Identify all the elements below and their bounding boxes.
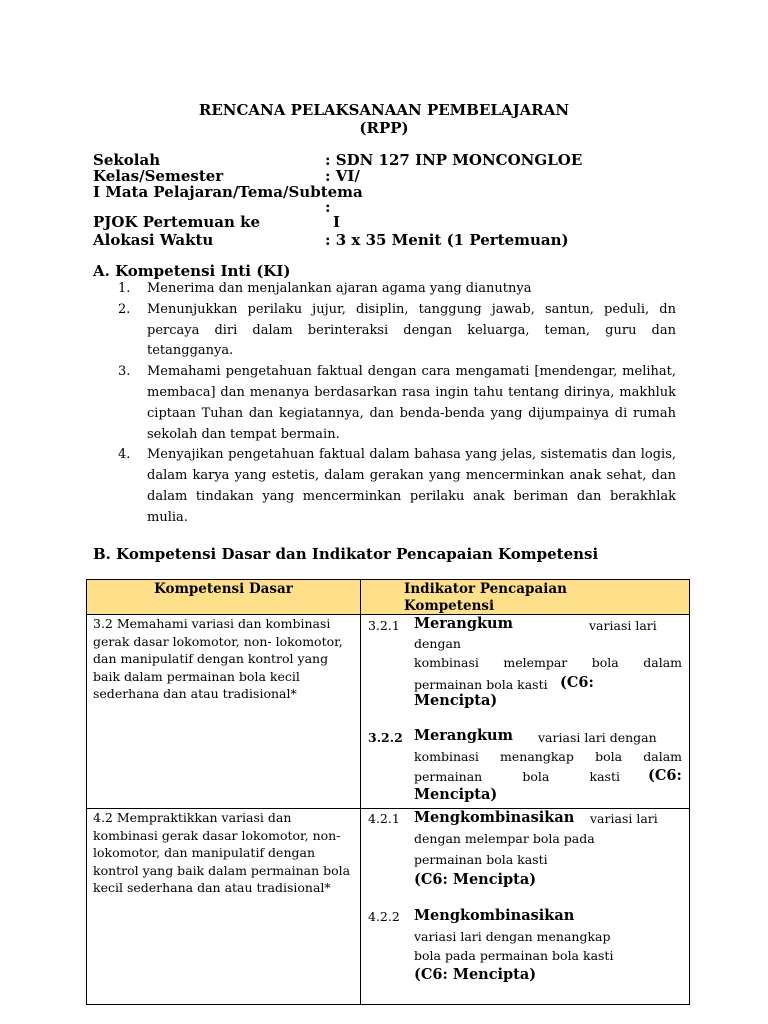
- ki-item-text: Menyajikan pengetahuan faktual dalam bahasa yang jelas, sistematis dan logis, dalam karya yang estetis, dalam gerakan yang mencerminkan anak sehat, dan dalam tindakan yang mencerminkan perilaku anak beriman dan berakhlak mulia.: [147, 447, 676, 525]
- ki-item: [118, 362, 676, 445]
- indicator-3-2-2: [368, 726, 682, 806]
- ki-item-text: Menunjukkan perilaku jujur, disiplin, tanggung jawab, santun, peduli, dn percaya diri dalam berinteraksi dengan keluarga, teman, guru dan tetangganya.: [147, 301, 676, 359]
- kd-4-2: 4.2 Mempraktikkan variasi dan kombinasi gerak dasar lokomotor, non-lokomotor, dan manipulatif dengan kontrol yang baik dalam permainan bola kecil sederhana dan atau tradisional*: [93, 810, 351, 895]
- ki-item: [118, 279, 676, 300]
- column-divider: [360, 580, 361, 1004]
- indicator-text: permainan bola kasti: [414, 769, 620, 784]
- doc-title: RENCANA PELAKSANAAN PEMBELAJARAN: [198, 101, 570, 119]
- indicator-text: variasi lari dengan: [538, 730, 657, 745]
- indicator-number: 4.2.1: [368, 811, 400, 826]
- mapel-colon: :: [325, 198, 331, 216]
- indicator-level: Mencipta): [414, 692, 498, 709]
- ki-item: [118, 445, 676, 528]
- indicator-text: dengan: [414, 636, 461, 651]
- doc-subtitle: (RPP): [359, 119, 409, 137]
- alokasi-value: : 3 x 35 Menit (1 Pertemuan): [325, 231, 569, 249]
- ki-item-text: Menerima dan menjalankan ajaran agama yang dianutnya: [147, 281, 532, 296]
- indicator-level: Mencipta): [414, 786, 498, 803]
- ki-item-number: 4.: [118, 447, 131, 463]
- indicator-verb: Merangkum: [414, 615, 513, 632]
- indicator-text: variasi lari: [590, 811, 658, 826]
- ki-list: [118, 279, 676, 529]
- ki-item: [118, 300, 676, 362]
- indicator-number: 4.2.2: [368, 909, 400, 924]
- indicator-4-2-2: [368, 906, 682, 986]
- section-b-heading: B. Kompetensi Dasar dan Indikator Pencapaian Kompetensi: [93, 545, 599, 563]
- table-header-kd: Kompetensi Dasar: [87, 580, 360, 615]
- indicator-level: (C6: Mencipta): [414, 966, 537, 983]
- kd-3-2: 3.2 Memahami variasi dan kombinasi gerak dasar lokomotor, non- lokomotor, dan manipulatif dengan kontrol yang baik dalam permainan bola kecil sederhana dan atau tradisional*: [93, 616, 343, 701]
- indicator-4-2-1: [368, 809, 682, 889]
- indicator-text: variasi lari: [589, 618, 657, 633]
- indicator-verb: Mengkombinasikan: [414, 809, 575, 826]
- indicator-level: (C6:: [560, 674, 594, 691]
- ki-item-number: 1.: [118, 281, 131, 296]
- indicator-text: permainan bola kasti: [414, 852, 548, 867]
- indicator-text: dengan melempar bola pada: [414, 831, 595, 846]
- pjok-value: I: [333, 213, 341, 231]
- kd-ipk-table: [86, 579, 690, 1005]
- indicator-verb: Mengkombinasikan: [414, 907, 575, 924]
- indicator-number: 3.2.1: [368, 618, 400, 633]
- mapel-label: I Mata Pelajaran/Tema/Subtema: [93, 183, 363, 201]
- table-header-ipk: Indikator Pencapaian Kompetensi: [361, 580, 689, 615]
- ki-item-number: 2.: [118, 301, 131, 317]
- indicator-text: kombinasi menangkap bola dalam: [414, 749, 682, 764]
- indicator-level: (C6:: [648, 767, 682, 784]
- alokasi-label: Alokasi Waktu: [93, 231, 214, 249]
- sekolah-value: : SDN 127 INP MONCONGLOE: [325, 151, 583, 169]
- pjok-label: PJOK Pertemuan ke: [93, 213, 261, 231]
- section-a-heading: A. Kompetensi Inti (KI): [93, 262, 291, 280]
- indicator-text: variasi lari dengan menangkap: [414, 929, 611, 944]
- indicator-text: bola pada permainan bola kasti: [414, 948, 614, 963]
- sekolah-label: Sekolah: [93, 151, 161, 169]
- ki-item-text: Memahami pengetahuan faktual dengan cara mengamati [mendengar, melihat, membaca] dan menanya berdasarkan rasa ingin tahu tentang dirinya, makhluk ciptaan Tuhan dan kegiatannya, dan benda-benda yang dijumpainya di rumah sekolah dan tempat bermain.: [147, 364, 676, 442]
- indicator-text: permainan bola kasti: [414, 677, 548, 692]
- ki-item-number: 3.: [118, 364, 131, 380]
- indicator-level: (C6: Mencipta): [414, 871, 537, 888]
- indicator-3-2-1: [368, 615, 682, 711]
- kelas-label: Kelas/Semester: [93, 167, 224, 185]
- indicator-text: kombinasi melempar bola dalam: [414, 655, 682, 670]
- indicator-number: 3.2.2: [368, 730, 403, 745]
- kelas-value: : VI/: [325, 167, 360, 185]
- indicator-verb: Merangkum: [414, 727, 513, 744]
